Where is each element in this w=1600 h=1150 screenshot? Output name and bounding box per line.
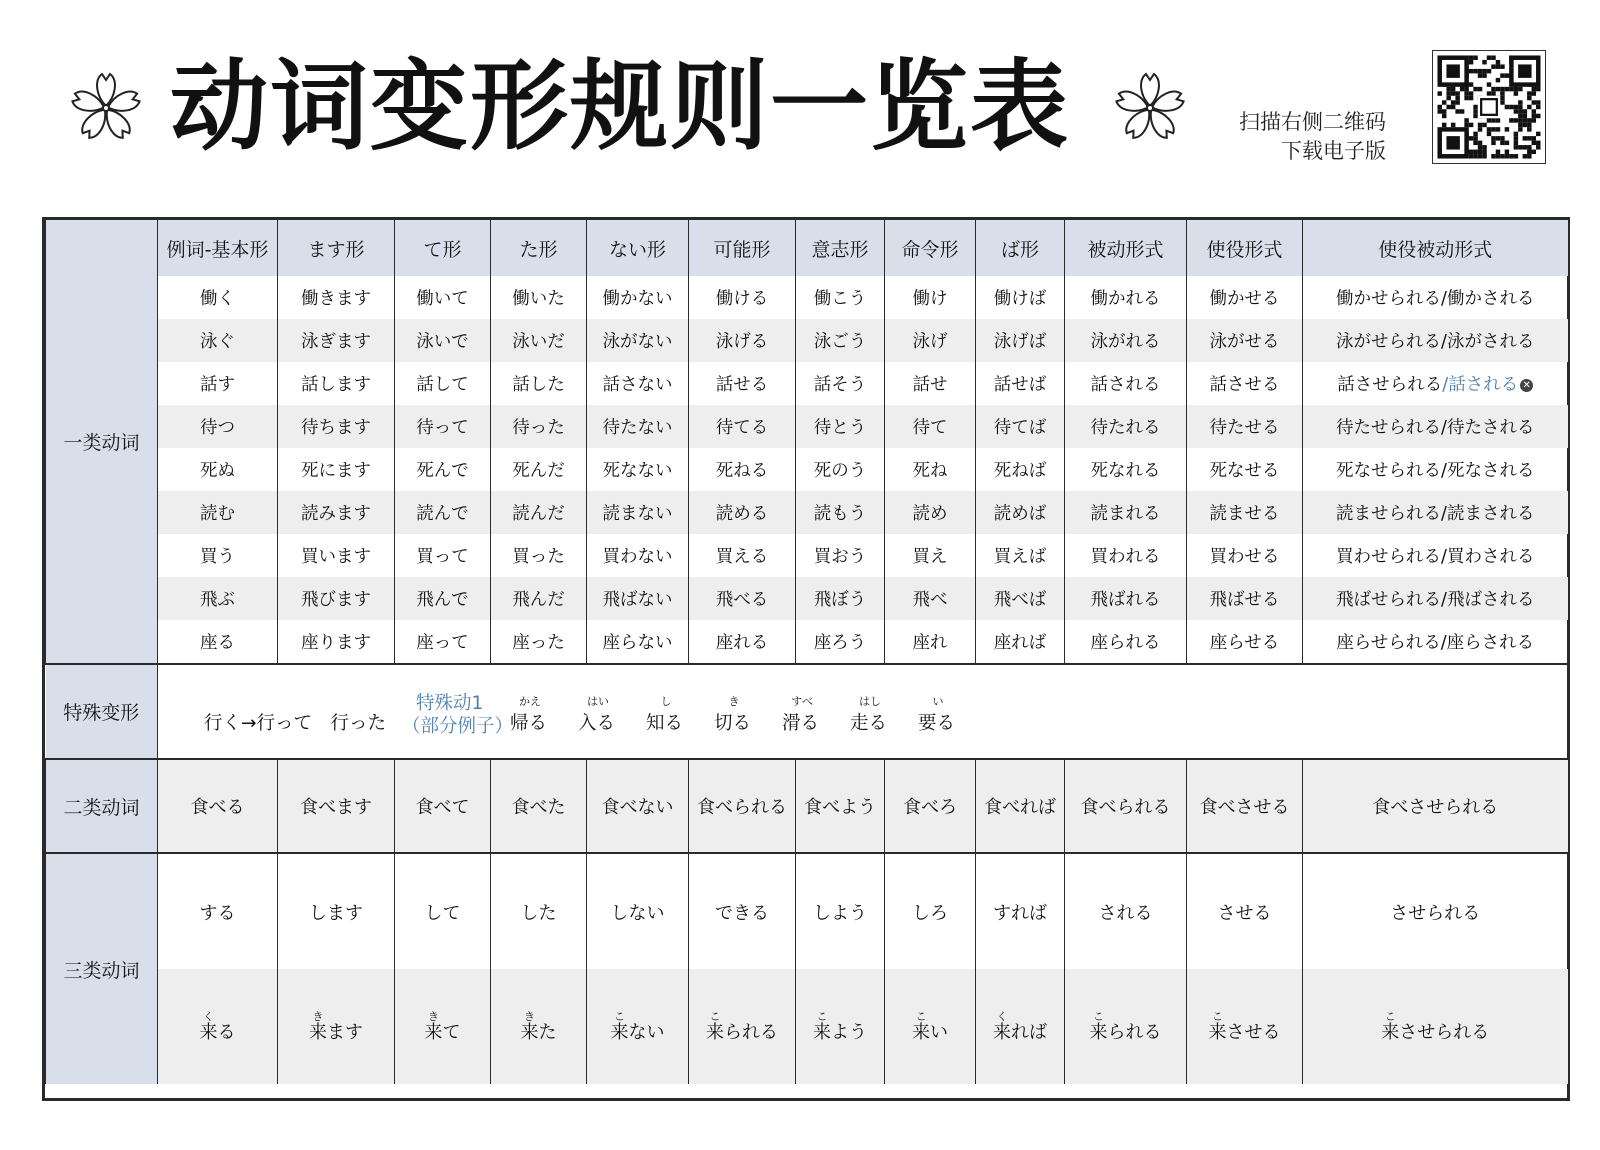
table-cell: 泳がない [587, 319, 689, 362]
table-cell: 来こない [587, 969, 689, 1084]
table-cell: 死ね [885, 448, 976, 491]
special-forms-cell: 行く→行って 行った 特殊动1 （部分例子） かえ 帰る はい 入る し 知る き 切る すべ 滑る はし 走る い 要る [158, 664, 1568, 759]
table-cell: 待って [395, 405, 491, 448]
table-cell: 話した [491, 362, 587, 405]
table-cell: 食べて [395, 759, 491, 853]
table-cell: 食べます [278, 759, 395, 853]
table-cell: 泳いだ [491, 319, 587, 362]
table-cell: 買って [395, 534, 491, 577]
special-example: い 要る [918, 695, 956, 734]
table-row [46, 448, 1568, 491]
table-cell: 働け [885, 276, 976, 319]
table-row [46, 577, 1568, 620]
table-cell: 読めば [976, 491, 1065, 534]
table-cell: 泳がれる [1065, 319, 1187, 362]
table-cell: 飛びます [278, 577, 395, 620]
table-cell: 働けば [976, 276, 1065, 319]
table-cell: 待ちます [278, 405, 395, 448]
column-header: た形 [491, 220, 587, 276]
table-row [46, 853, 1568, 969]
table-cell: 泳げば [976, 319, 1065, 362]
table-cell: しない [587, 853, 689, 969]
table-cell: 来こい [885, 969, 976, 1084]
table-cell: 泳いで [395, 319, 491, 362]
table-cell: 泳ぎます [278, 319, 395, 362]
table-cell: 死んだ [491, 448, 587, 491]
table-cell: 待とう [796, 405, 885, 448]
category-group3: 三类动词 [46, 853, 158, 1084]
table-cell: 座らせる [1187, 620, 1303, 664]
table-cell: 待った [491, 405, 587, 448]
table-cell: 来くる [158, 969, 278, 1084]
table-cell: 待たせる [1187, 405, 1303, 448]
table-cell: 死ぬ [158, 448, 278, 491]
table-cell: 読まない [587, 491, 689, 534]
table-cell: 飛ぶ [158, 577, 278, 620]
special-example: はし 走る [850, 695, 888, 734]
table-cell: 座って [395, 620, 491, 664]
table-cell: しよう [796, 853, 885, 969]
table-cell: 食べろ [885, 759, 976, 853]
table-cell: 死ねば [976, 448, 1065, 491]
table-cell: 泳がせられる/泳がされる [1303, 319, 1568, 362]
table-cell: 働いた [491, 276, 587, 319]
table-cell: 飛べる [689, 577, 796, 620]
close-circle-icon[interactable]: ✕ [1520, 379, 1533, 392]
table-cell: 飛ばない [587, 577, 689, 620]
table-cell: 働ける [689, 276, 796, 319]
flower-outline-icon [1110, 68, 1190, 148]
table-cell: 話させる [1187, 362, 1303, 405]
scan-line-1: 扫描右侧二维码 [1239, 110, 1386, 134]
table-cell: 読ませる [1187, 491, 1303, 534]
table-cell: 話します [278, 362, 395, 405]
table-cell: 買え [885, 534, 976, 577]
table-row [46, 362, 1568, 405]
table-cell: 来きて [395, 969, 491, 1084]
table-cell: 読める [689, 491, 796, 534]
table-row [46, 759, 1568, 853]
table-cell: 読もう [796, 491, 885, 534]
table-cell: 買わせる [1187, 534, 1303, 577]
table-cell: 泳ごう [796, 319, 885, 362]
special-example: き 切る [714, 695, 752, 734]
table-cell: 死なせられる/死なされる [1303, 448, 1568, 491]
table-cell: 読め [885, 491, 976, 534]
table-cell: 死んで [395, 448, 491, 491]
table-cell: 読んだ [491, 491, 587, 534]
table-cell: 飛ぼう [796, 577, 885, 620]
table-cell: 泳げる [689, 319, 796, 362]
table-cell: 座れ [885, 620, 976, 664]
table-cell: 座ります [278, 620, 395, 664]
table-cell: 来こさせる [1187, 969, 1303, 1084]
table-cell: 座る [158, 620, 278, 664]
table-cell: 飛べ [885, 577, 976, 620]
table-cell: して [395, 853, 491, 969]
table-cell: 待て [885, 405, 976, 448]
column-header: 被动形式 [1065, 220, 1187, 276]
table-cell: 買える [689, 534, 796, 577]
category-group2: 二类动词 [46, 759, 158, 853]
table-cell: 食べない [587, 759, 689, 853]
table-row [46, 969, 1568, 1084]
table-cell: 食べさせられる [1303, 759, 1568, 853]
table-cell: すれば [976, 853, 1065, 969]
table-cell: 買わない [587, 534, 689, 577]
special-example: かえ 帰る [510, 695, 548, 734]
table-cell: 待つ [158, 405, 278, 448]
table-cell: 死にます [278, 448, 395, 491]
table-cell: 来こられる [1065, 969, 1187, 1084]
table-cell: 来こさせられる [1303, 969, 1568, 1084]
table-cell: 食べさせる [1187, 759, 1303, 853]
table-cell: 泳ぐ [158, 319, 278, 362]
table-cell: 死ねる [689, 448, 796, 491]
table-cell: 話す [158, 362, 278, 405]
table-cell: される [1065, 853, 1187, 969]
table-cell: 来くれば [976, 969, 1065, 1084]
table-cell: 話さない [587, 362, 689, 405]
table-row [46, 620, 1568, 664]
table-cell: 読んで [395, 491, 491, 534]
category-group1: 一类动词 [46, 220, 158, 664]
table-cell: 話せる [689, 362, 796, 405]
scan-instruction [1239, 108, 1386, 166]
column-header: 命令形 [885, 220, 976, 276]
table-cell: 飛ばれる [1065, 577, 1187, 620]
table-cell: 座らせられる/座らされる [1303, 620, 1568, 664]
table-cell: できる [689, 853, 796, 969]
column-header: 可能形 [689, 220, 796, 276]
table-cell: 話される [1065, 362, 1187, 405]
hanasu-alt-form: /話される [1442, 375, 1519, 395]
column-header: ない形 [587, 220, 689, 276]
table-cell: 買います [278, 534, 395, 577]
table-cell: する [158, 853, 278, 969]
table-cell: 待てる [689, 405, 796, 448]
conjugation-table [45, 220, 1568, 1084]
table-cell: 読む [158, 491, 278, 534]
table-cell: 読みます [278, 491, 395, 534]
table-cell: 待たせられる/待たされる [1303, 405, 1568, 448]
table-cell: 働いて [395, 276, 491, 319]
table-cell: 買った [491, 534, 587, 577]
table-cell: 死なれる [1065, 448, 1187, 491]
column-header: て形 [395, 220, 491, 276]
header [0, 0, 1600, 200]
table-cell: 待たれる [1065, 405, 1187, 448]
table-cell: しろ [885, 853, 976, 969]
table-row [46, 276, 1568, 319]
table-cell: 食べる [158, 759, 278, 853]
table-cell: 来きます [278, 969, 395, 1084]
table-cell: 働かせられる/働かされる [1303, 276, 1568, 319]
table-cell: 食べられる [689, 759, 796, 853]
column-header: 使役形式 [1187, 220, 1303, 276]
column-header: 例词-基本形 [158, 220, 278, 276]
table-cell: 食べよう [796, 759, 885, 853]
table-cell: 飛べば [976, 577, 1065, 620]
table-row [46, 491, 1568, 534]
table-cell: 座られる [1065, 620, 1187, 664]
scan-line-2: 下载电子版 [1281, 139, 1386, 163]
table-cell: 買おう [796, 534, 885, 577]
table-cell: 買わせられる/買わされる [1303, 534, 1568, 577]
table-cell: 働こう [796, 276, 885, 319]
table-cell: 食べられる [1065, 759, 1187, 853]
table-cell: 座らない [587, 620, 689, 664]
table-cell: 座った [491, 620, 587, 664]
table-cell: 座れば [976, 620, 1065, 664]
column-header: ます形 [278, 220, 395, 276]
conjugation-table-frame [42, 217, 1570, 1101]
table-cell: 座ろう [796, 620, 885, 664]
table-row [46, 405, 1568, 448]
table-cell: 働かれる [1065, 276, 1187, 319]
qr-code-icon[interactable] [1432, 50, 1546, 164]
table-cell: 働きます [278, 276, 395, 319]
table-cell: 来こよう [796, 969, 885, 1084]
table-cell: 話して [395, 362, 491, 405]
page-title: 动词变形规则一览表 [170, 50, 1071, 164]
table-cell: 死のう [796, 448, 885, 491]
table-cell: 読まれる [1065, 491, 1187, 534]
table-cell: 泳がせる [1187, 319, 1303, 362]
category-special: 特殊变形 [46, 664, 158, 759]
table-cell: 買う [158, 534, 278, 577]
table-cell: 買えば [976, 534, 1065, 577]
table-cell: させられる [1303, 853, 1568, 969]
table-cell: 待たない [587, 405, 689, 448]
table-cell: 読ませられる/読まされる [1303, 491, 1568, 534]
column-header: 意志形 [796, 220, 885, 276]
table-row [46, 534, 1568, 577]
table-cell: 買われる [1065, 534, 1187, 577]
special-example: すべ 滑る [782, 695, 820, 734]
table-cell: 死なせる [1187, 448, 1303, 491]
table-cell: 飛んだ [491, 577, 587, 620]
table-cell: 待てば [976, 405, 1065, 448]
column-header: 使役被动形式 [1303, 220, 1568, 276]
table-cell: 来こられる [689, 969, 796, 1084]
special-example: し 知る [646, 695, 684, 734]
table-cell: 飛んで [395, 577, 491, 620]
table-cell: 飛ばせる [1187, 577, 1303, 620]
table-cell: 泳げ [885, 319, 976, 362]
table-cell: 話せば [976, 362, 1065, 405]
table-cell: 働かない [587, 276, 689, 319]
table-cell: 働く [158, 276, 278, 319]
table-cell: 話せ [885, 362, 976, 405]
table-cell: 来きた [491, 969, 587, 1084]
table-cell: 働かせる [1187, 276, 1303, 319]
table-cell: 食べた [491, 759, 587, 853]
table-cell: 死なない [587, 448, 689, 491]
table-cell: 座れる [689, 620, 796, 664]
table-cell: します [278, 853, 395, 969]
table-cell: 食べれば [976, 759, 1065, 853]
table-cell: 話させられる/話される ✕ [1303, 362, 1568, 405]
table-cell: 飛ばせられる/飛ばされる [1303, 577, 1568, 620]
flower-outline-icon [66, 68, 146, 148]
table-row [46, 319, 1568, 362]
table-cell: した [491, 853, 587, 969]
table-cell: 話そう [796, 362, 885, 405]
special-example: はい 入る [578, 695, 616, 734]
table-cell: させる [1187, 853, 1303, 969]
column-header: ば形 [976, 220, 1065, 276]
